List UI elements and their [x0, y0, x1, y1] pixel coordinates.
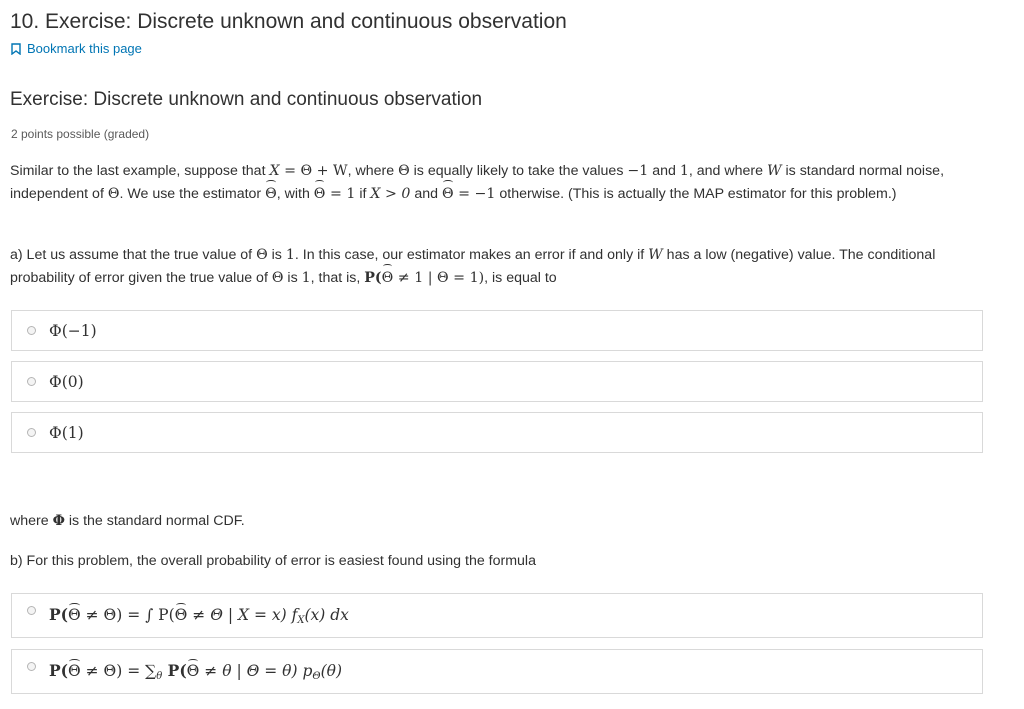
choice-label: Φ(1): [49, 423, 84, 442]
part-a-choice-1[interactable]: [11, 310, 983, 351]
choice-label: Φ(0): [49, 372, 84, 391]
radio-button[interactable]: [27, 606, 36, 615]
choice-label: $P(\Theta \ne \Theta) = \sum_\theta$ P(Θ ≠ θ | Θ = θ) $p_\Theta(\theta)$: [49, 661, 343, 682]
radio-button[interactable]: [27, 377, 36, 386]
part-b-prompt: b) For this problem, the overall probability of error is easiest found using the formula: [10, 553, 536, 569]
page-title: 10. Exercise: Discrete unknown and continuous observation: [10, 10, 567, 33]
problem-title: Exercise: Discrete unknown and continuous observation: [10, 89, 483, 110]
bookmark-label: Bookmark this page: [27, 41, 142, 56]
part-a-prompt: a) Let us assume that the true value of Θ is 1. In this case, our estimator makes an error if and only if W has a low (negative) value. The conditional probability of error given the true value of Θ is 1, that is, P(Θ ≠ 1 | Θ = 1), is equal to: [10, 244, 1000, 289]
bookmark-icon: [11, 43, 21, 55]
problem-intro: Similar to the last example, suppose that X = Θ + W, where Θ is equally likely to take the values −1 and 1, and where W is standard normal noise, independent of Θ. We use the estimator Θ, with Θ = 1 if X > 0 and Θ = −1 otherwise. (This is actually the MAP estimator for this problem.): [10, 160, 1000, 205]
part-b-choice-2[interactable]: [11, 649, 983, 694]
radio-button[interactable]: [27, 428, 36, 437]
phi-definition: where Φ is the standard normal CDF.: [10, 513, 245, 529]
bookmark-button[interactable]: [11, 41, 142, 56]
choice-label: P(Θ ≠ Θ) = ∫ P(Θ ≠ Θ | X = x) $f_X(x)$ dx: [49, 605, 349, 626]
radio-button[interactable]: [27, 662, 36, 671]
radio-button[interactable]: [27, 326, 36, 335]
part-b-choice-1[interactable]: [11, 593, 983, 638]
points-possible: 2 points possible (graded): [11, 127, 150, 141]
choice-label: Φ(−1): [49, 321, 97, 340]
part-a-choice-3[interactable]: [11, 412, 983, 453]
part-a-choice-2[interactable]: [11, 361, 983, 402]
